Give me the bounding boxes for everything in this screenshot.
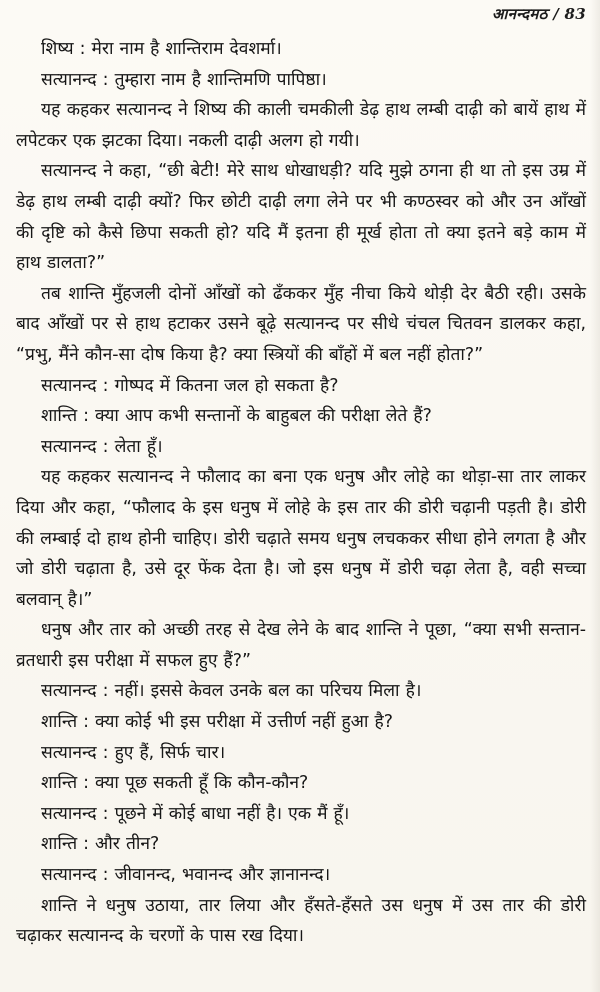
- paragraph-17: सत्यानन्द : जीवानन्द, भवानन्द और ज्ञानानन्द।: [41, 865, 331, 886]
- paragraph-16: शान्ति : और तीन?: [41, 834, 160, 855]
- paragraph-12: शान्ति : क्या कोई भी इस परीक्षा में उत्तीर्ण नहीं हुआ है?: [41, 712, 393, 733]
- paragraph-3: यह कहकर सत्यानन्द ने शिष्य की काली चमकीली डेढ़ हाथ लम्बी दाढ़ी को बायें हाथ में लपेटकर एक झटका दिया। नकली दाढ़ी अलग हो गयी।: [16, 100, 586, 151]
- paragraph-8: सत्यानन्द : लेता हूँ।: [41, 436, 163, 457]
- paragraph-18: शान्ति ने धनुष उठाया, तार लिया और हँसते-हँसते उस धनुष में उस तार की डोरी चढ़ाकर सत्यानन्द के चरणों के पास रख दिया।: [16, 895, 586, 947]
- page-edge-shadow: [590, 0, 600, 992]
- paragraph-6: सत्यानन्द : गोष्पद में कितना जल हो सकता है?: [41, 375, 339, 396]
- paragraph-13: सत्यानन्द : हुए हैं, सिर्फ चार।: [41, 742, 226, 763]
- page-body: [16, 34, 586, 952]
- paragraph-7: शान्ति : क्या आप कभी सन्तानों के बाहुबल की परीक्षा लेते हैं?: [41, 406, 432, 427]
- paragraph-15: सत्यानन्द : पूछने में कोई बाधा नहीं है। एक मैं हूँ।: [41, 803, 350, 824]
- running-header: आनन्दमठ / 83: [491, 5, 586, 23]
- paragraph-14: शान्ति : क्या पूछ सकती हूँ कि कौन-कौन?: [41, 773, 309, 794]
- paragraph-9: यह कहकर सत्यानन्द ने फौलाद का बना एक धनुष और लोहे का थोड़ा-सा तार लाकर दिया और कहा, “फौलाद के इस धनुष में लोहे के इस तार की डोरी चढ़ानी पड़ती है। डोरी की लम्बाई दो हाथ होनी चाहिए। डोरी चढ़ाते समय धनुष लचककर सीधा होने लगता है और जो डोरी चढ़ाता है, उसे दूर फेंक देता है। जो इस धनुष में डोरी चढ़ा लेता है, वही सच्चा बलवान् है।”: [16, 467, 586, 610]
- paragraph-2: सत्यानन्द : तुम्हारा नाम है शान्तिमणि पापिष्ठा।: [41, 69, 327, 90]
- paragraph-4: सत्यानन्द ने कहा, “छी बेटी! मेरे साथ धोखाधड़ी? यदि मुझे ठगना ही था तो इस उम्र में डेढ़ हाथ लम्बी दाढ़ी क्यों? फिर छोटी दाढ़ी लगा लेने पर भी कण्ठस्वर को और उन आँखों की दृष्टि को कैसे छिपा सकती हो? यदि मैं इतना ही मूर्ख होता तो क्या इतने बड़े काम में हाथ डालता?”: [16, 161, 586, 274]
- paragraph-5: तब शान्ति मुँहजली दोनों आँखों को ढँककर मुँह नीचा किये थोड़ी देर बैठी रही। उसके बाद आँखों पर से हाथ हटाकर उसने बूढ़े सत्यानन्द पर सीधे चंचल चितवन डालकर कहा, “प्रभु, मैंने कौन-सा दोष किया है? क्या स्त्रियों की बाँहों में बल नहीं होता?”: [16, 283, 586, 365]
- paragraph-10: धनुष और तार को अच्छी तरह से देख लेने के बाद शान्ति ने पूछा, “क्या सभी सन्तान-व्रतधारी इस परीक्षा में सफल हुए हैं?”: [16, 620, 586, 671]
- paragraph-1: शिष्य : मेरा नाम है शान्तिराम देवशर्मा।: [41, 39, 282, 59]
- paragraph-11: सत्यानन्द : नहीं। इससे केवल उनके बल का परिचय मिला है।: [41, 681, 422, 702]
